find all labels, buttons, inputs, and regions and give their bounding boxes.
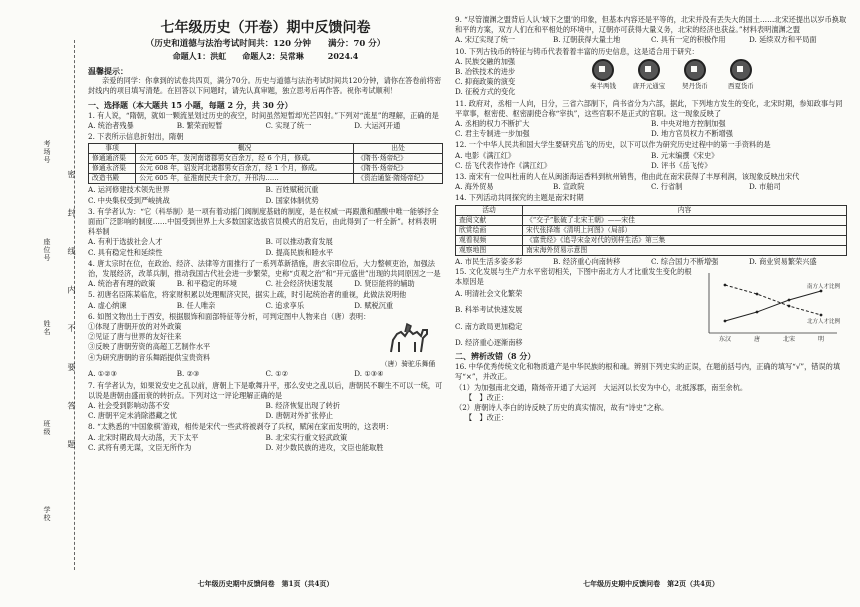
option[interactable]: D. 贤臣能将的辅助 [354,279,415,289]
option[interactable]: A. 北宋时期政局大动荡，天下太平 [88,432,199,442]
option[interactable]: B. 任人唯亲 [176,300,216,310]
option[interactable]: D. 提高民族和睦水平 [265,247,334,257]
option[interactable]: B. 元末编撰《宋史》 [651,150,719,160]
coin-images [583,59,761,96]
table-cell: 公元 605 年，征淮南民夫十余万，开邗沟…… [136,174,354,184]
table-cell: 《富贵经》《追寻宋金对代的别样生活》第三集 [523,235,847,245]
option[interactable]: B. ②③ [176,369,200,379]
question-11: 11. 政府对，丞相一人向，日分，三省六部制下，尚书省分为六部，据此，下列地方发生的变化，北宋时期，参知政事与同平章事，枢密使、枢密副使合称“宰执”，这些官职不是正式的官职。这一现象反映了 [455,98,843,118]
option[interactable]: B. 宣政院 [553,182,585,192]
question-13: 13. 南宋有一位叫杜甫的人在从闽浙海运香料到杭州销售，他由此在南宋获得了丰厚利润，该现象反映出宋代 [455,172,800,182]
table-cell: 改造书殿 [89,174,136,184]
option[interactable]: A. 社会受到影响动荡不安 [88,401,170,411]
option[interactable]: D. 商业贸易繁荣兴盛 [749,256,817,266]
table-cell: 查阅文献 [456,215,523,225]
option[interactable]: C. 追求享乐 [265,300,305,310]
option[interactable]: B. 百姓赋税沉重 [265,185,319,195]
exam-subtitle: （历史和道德与法治考试时间共：120 分钟 满分：70 分） [145,39,386,49]
coin-item [675,59,715,96]
table-cell: 公元 605 年，发河南诸郡男女百余万，经 6 个月，修成。 [136,154,354,164]
option[interactable]: C. 具有一定的积极作用 [651,35,726,45]
option[interactable]: B. 可以推动教育发展 [265,237,333,247]
option[interactable]: C. 岳飞代表作诗作《满江红》 [455,160,552,170]
coin-caption: 秦半两钱 [590,81,616,90]
option[interactable]: A. 统治者残暴 [88,121,134,131]
option[interactable]: A. ①②③ [88,369,118,379]
table-header: 概况 [136,144,354,154]
table-cell: 《资治通鉴·隋炀帝纪》 [354,174,443,184]
list-item: ③反映了唐朝劳资的高超工艺制作水平 [88,342,211,352]
table-row [456,215,847,225]
option[interactable]: C. 具有稳定性和延续性 [88,247,163,257]
question-9: 9. “尽管澶渊之盟背后人认‘城下之盟’的印象，但基本内容还是平等的，北宋并没有丢失大的国土……北宋还提出以岁币换取和平的方案，双方人们在和平相处的环境中，辽朝亦可获得大量义务，北宋的经济也获益。”材料表明澶渊之盟 [455,15,847,35]
option[interactable]: A. 海外贸易 [455,182,494,192]
option[interactable]: D. 大运河开通 [354,121,401,131]
seal-warning: 密 封 线 内 不 要 答 题 [67,170,76,462]
question-10: 10. 下列古钱币的特征与铸币代表着着丰富的历史信息，这是适合用于研究： [455,46,699,56]
option[interactable]: A. 宋辽实现了统一 [455,35,516,45]
option[interactable]: A. 有利于选拔社会人才 [88,237,163,247]
option[interactable]: D. 唐朝对外扩张停止 [265,411,334,421]
data-point [756,310,759,313]
table-cell: 南宋海外贸易示意图 [523,245,847,255]
option[interactable]: C. 君主专制进一步加强 [455,129,530,139]
camel-figurine-image [373,322,443,369]
option[interactable]: A. 运河修建技术领先世界 [88,185,170,195]
exam-title: 七年级历史（开卷）期中反馈问卷 [160,20,371,36]
school-label: 学校 [43,506,51,522]
question-14: 14. 下列活动共同探究的主题是南宋时期 [455,193,584,203]
question-16: 16. 中华优秀传统文化和物质遗产是中华民族的根和魂。辨别下列史实的正误，在题前括号内，正确的填写“√”，错误的填写“×”，并改正。 [455,362,841,382]
table-cell: 公元 608 年，诏发河北诸郡男女百余万，经 1 个月，修成。 [136,164,354,174]
question-9-options [455,35,847,45]
data-point [788,304,791,307]
exam-room-label: 考场号 [43,140,51,164]
option[interactable]: B. 繁荣而短暂 [176,121,223,131]
talent-ratio-chart [697,267,847,347]
table-header: 出处 [354,144,443,154]
table-row [89,154,443,164]
page-two [455,0,847,607]
table-cell: 修通永济渠 [89,164,136,174]
option[interactable]: A. 明清社会文化繁荣 [455,289,523,299]
option[interactable]: C. 抑商政策的演变 [455,77,516,87]
table-cell: 修通通济渠 [89,154,136,164]
answer-line-1[interactable]: 【 】改正： [465,392,509,402]
option[interactable]: A. 虚心纳谏 [88,300,127,310]
option[interactable]: C. 实现了统一 [265,121,312,131]
tip-text: 亲爱的同学：你拿到的试卷共四页，满分70分。历史与道德与法治考试时间共120分钟，请你在答卷前将密封线内的项目填写清楚。在回答以下问题时，请先认真审题，独立思考后再作答。祝你考试顺利！ [88,76,442,96]
x-tick-label: 明 [817,335,825,343]
table-cell: 观看视频 [456,235,523,245]
table-cell: 观察地图 [456,245,523,255]
option[interactable]: B. 北宋实行重文轻武政策 [265,432,348,442]
option[interactable]: D. 国家体制优势 [265,195,319,205]
question-15-body [455,267,847,348]
question-3: 3. 有学者认为：“它（科举制）是一项有着动摇门阀制度基础的制度，是在权威一再跟激和醋酸中唯一能够抒全面而广泛影响的制度……中国受到世界上大多数国家选拔官员模式的启发后，由此得到了一杆全新”。材料表明科举制 [88,206,439,237]
question-12-options [455,151,847,171]
question-7-options [88,401,443,421]
table-header: 活动 [456,205,523,215]
option[interactable]: B. 辽朝获得大量土地 [553,35,621,45]
list-item: ①体现了唐朝开放的对外政策 [88,322,182,332]
question-8-options [88,433,443,453]
option[interactable]: A. 市民生活多姿多彩 [455,256,523,266]
option[interactable]: A. 电影《满江红》 [455,150,516,160]
page-one-footer: 七年级历史期中反馈问卷 第1页（共4页） [197,578,334,588]
name-label: 姓名 [43,320,51,336]
tip-heading: 温馨提示： [88,66,128,76]
question-7: 7. 有学者认为，如果说安史之乱以前，唐朝上下是歌舞升平，那么安史之乱以后，唐朝民不聊生不可以一统，可以说是唐朝由盛而衰的转折点。下列对这一评论理解正确的是 [88,380,443,400]
table-row [456,245,847,255]
option[interactable]: D. 经济重心逐渐南移 [455,337,523,347]
coin-item [629,59,669,96]
table-cell: 《“交子”胀破了北宋王朝》——宋佳 [523,215,847,225]
table-row [456,225,847,235]
page-two-footer: 七年级历史期中反馈问卷 第2页（共4页） [583,578,719,588]
question-4: 4. 唐太宗时在位，在政治、经济、法律等方面推行了一系列革新措施，唐玄宗即位后，大力整顿吏治，加强法治，发展经济，改革兵制，推动我国古代社会进一步繁荣，史称“贞观之治”和“开元盛世”出现的共同原因之一是 [88,258,441,279]
option[interactable]: D. 赋税沉重 [354,300,394,310]
question-10-options [455,57,565,98]
data-point [724,319,727,322]
table-header: 事项 [89,144,136,154]
table-cell: 《隋书·炀帝纪》 [354,154,443,164]
answer-line-2[interactable]: 【 】改正： [465,413,509,423]
class-label: 班级 [43,420,51,436]
table-header: 内容 [523,205,847,215]
option[interactable]: C. 南方政局更加稳定 [455,321,523,331]
option[interactable]: C. 武将有勇无谋，文臣无所作为 [88,442,192,452]
coin-icon [684,59,706,81]
list-item: ④为研究唐朝的音乐舞蹈提供宝贵资料 [88,352,211,362]
table-row [456,235,847,245]
coin-item [583,59,623,96]
series-label: 北方人才比例 [807,318,841,325]
option[interactable]: B. 和平稳定的环境 [176,279,237,289]
section-heading-choice: 一、选择题（本大题共 15 小题，每题 2 分，共 30 分） [88,99,293,110]
question-11-options [455,119,847,139]
seat-number-label: 座位号 [43,238,51,262]
exam-authors: 命题人1：洪虹 命题人2：吴常琳 2024.4 [172,51,359,61]
question-10-body [455,57,847,98]
question-12: 12. 一个中华人民共和国大学生要研究岳飞的历史，以下可以作为研究历史过程中的第一手资料的是 [455,140,771,150]
question-6: 6. 如图文物出土于西安，根据服饰和面部特征等分析，可判定图中人物来自（唐）表明： [88,311,371,321]
question-2-options [88,185,443,205]
data-point [756,292,759,295]
question-6-options [88,369,443,379]
question-6-body [88,322,443,369]
option[interactable]: A. 统治者有理的政策 [88,279,156,289]
option[interactable]: B. 冶铁技术的进步 [455,67,516,77]
table-row [89,174,443,184]
table-row [89,164,443,174]
x-tick-label: 北宋 [782,335,796,343]
data-point [788,298,791,301]
question-13-options [455,182,847,192]
question-3-options [88,237,443,257]
page-one [88,0,443,607]
table-cell: 宋代张择端《清明上河图》（局部） [523,225,847,235]
option[interactable]: B. 科举考试快速发展 [455,305,523,315]
question-15: 15. 文化发展与生产力水平密切相关，下图中南北方人才比重发生变化的根本原因是 [455,266,692,287]
data-point [820,313,823,316]
camel-icon [385,322,431,356]
question-6-items [88,322,373,369]
question-15-text [455,267,697,348]
question-8: 8. “太熟悉的‘中国象棋’游戏，相传是宋代一些武将被剥夺了兵权，赋闲在家而发明的，这表明： [88,422,393,432]
option[interactable]: D. 评书《岳飞传》 [651,160,712,170]
option[interactable]: C. 综合国力不断增强 [651,256,719,266]
option[interactable]: C. 行省制 [651,182,683,192]
option[interactable]: A. 丞相的权力不断扩大 [455,119,530,129]
question-14-options [455,257,847,267]
data-point [724,283,727,286]
question-14-table [455,205,847,256]
x-tick-label: 东汉 [718,335,732,343]
option[interactable]: D. 征税方式的变化 [455,87,516,97]
option[interactable]: D. 对少数民族的进攻，文臣也能取胜 [265,442,384,452]
question-1: 1. 有人说，“隋朝，就如一颗流星划过历史的夜空，时间虽然短暂却光芒四射。”下列对“流星”的理解，正确的是 [88,110,439,120]
series-line [725,291,821,321]
x-tick-label: 唐 [753,335,761,343]
coin-icon [592,59,614,81]
list-item: ②见证了唐与世界的友好往来 [88,332,182,342]
data-point [820,289,823,292]
question-16-part-1: （1）为加强南北交通，隋炀帝开通了大运河 大运河以长安为中心，北抵涿郡，南至余杭。 [455,382,748,392]
option[interactable]: B. 经济重心向南转移 [553,256,621,266]
option[interactable]: C. ①② [265,369,289,379]
series-label: 南方人才比例 [807,283,841,290]
option[interactable]: C. 社会经济快速发展 [265,279,333,289]
question-1-options [88,121,443,131]
option[interactable]: D. ①③④ [354,369,384,379]
question-2-table [88,143,443,184]
option[interactable]: D. 市舶司 [749,182,781,192]
table-cell: 《隋书·炀帝纪》 [354,164,443,174]
coin-caption: 契丹货币 [682,81,708,90]
image-caption: （唐）骑驼乐舞俑 [380,360,436,369]
coin-item [721,59,761,96]
binding-margin [0,0,86,607]
option[interactable]: A. 民族交融的加强 [455,56,516,66]
option[interactable]: B. 中央对地方控制加强 [651,119,726,129]
option[interactable]: D. 地方官员权力不断增强 [651,129,733,139]
question-5-options [88,301,443,311]
coin-caption: 唐开元通宝 [632,81,666,90]
option[interactable]: C. 唐朝平定未消除潜藏之忧 [88,411,177,421]
coin-icon [638,59,660,81]
question-5: 5. 初唐名臣陈某临危，将家财积累以处理赈济灾民，据实上疏，时引起统治者的重视，此做法说明他 [88,290,407,300]
option[interactable]: D. 延续双方和平局面 [749,35,817,45]
question-16-part-2: （2）唐朝诗人李白的诗反映了历史的真实情况，故有“诗史”之称。 [455,403,669,413]
option[interactable]: B. 经济恢复出现了转折 [265,401,341,411]
option[interactable]: C. 中央集权受到严峻挑战 [88,195,170,205]
coin-icon [730,59,752,81]
coin-caption: 西夏货币 [728,81,754,90]
question-2: 2. 下表所示信息折射出，隋朝 [88,132,184,142]
section-heading-correction: 二、辨析改错（8 分） [455,351,536,362]
table-cell: 欣赏绘画 [456,225,523,235]
question-4-options [88,279,443,289]
